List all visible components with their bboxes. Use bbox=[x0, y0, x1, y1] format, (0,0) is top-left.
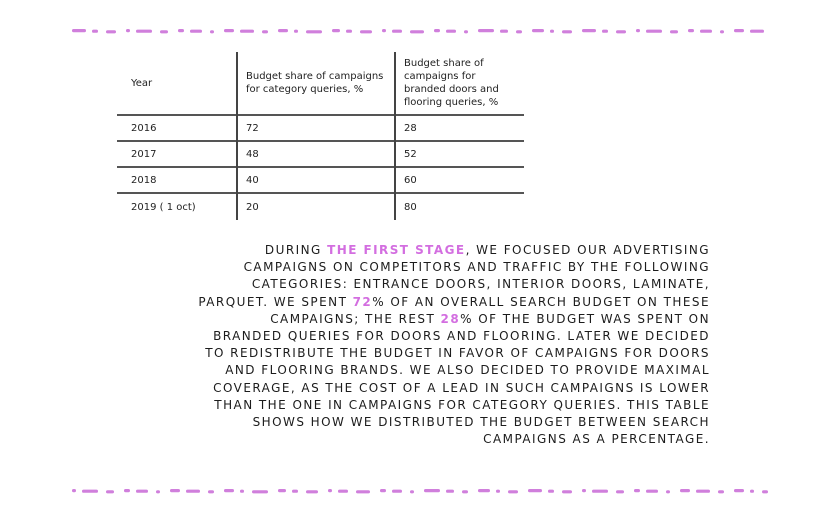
border-dash bbox=[696, 490, 710, 493]
border-dash bbox=[750, 490, 754, 493]
header-category-share: Budget share of campaigns for category queries, % bbox=[237, 52, 395, 115]
table-row bbox=[117, 141, 524, 167]
cell-year: 2016 bbox=[131, 122, 157, 134]
border-dash bbox=[496, 490, 500, 493]
cell-year: 2018 bbox=[131, 174, 157, 186]
border-dash bbox=[136, 490, 148, 493]
border-dash bbox=[224, 29, 234, 32]
cell-year: 2019 ( 1 oct) bbox=[131, 201, 196, 213]
border-dash bbox=[550, 30, 554, 33]
border-dash bbox=[434, 29, 440, 32]
border-dash bbox=[410, 490, 414, 493]
border-dash bbox=[734, 29, 744, 32]
border-dash bbox=[136, 30, 152, 33]
budget-share-table bbox=[117, 52, 524, 220]
table-row bbox=[117, 193, 524, 220]
border-dash bbox=[72, 489, 76, 492]
cell-year: 2017 bbox=[131, 148, 157, 160]
border-dash bbox=[292, 490, 298, 493]
border-dash bbox=[382, 29, 386, 32]
border-dash bbox=[646, 490, 658, 493]
border-dash bbox=[262, 30, 268, 33]
border-dash bbox=[306, 30, 322, 33]
border-dash bbox=[562, 30, 572, 33]
border-dash bbox=[602, 30, 608, 33]
cell-branded-share: 80 bbox=[395, 193, 524, 220]
header-branded-share: Budget share of campaigns for branded doors and flooring queries, % bbox=[395, 52, 524, 115]
border-dash bbox=[446, 30, 456, 33]
border-dash bbox=[160, 30, 168, 33]
border-dash bbox=[762, 490, 768, 493]
border-dash bbox=[294, 30, 298, 33]
border-dash bbox=[532, 29, 544, 32]
cell-category-share: 40 bbox=[237, 167, 395, 193]
table-header-row bbox=[117, 52, 524, 115]
table-row bbox=[117, 115, 524, 141]
table-row bbox=[117, 167, 524, 193]
border-dash bbox=[424, 489, 440, 492]
border-dash bbox=[356, 490, 370, 493]
highlight-first-stage: THE FIRST STAGE bbox=[327, 243, 466, 257]
border-dash bbox=[634, 489, 640, 492]
border-dash bbox=[186, 490, 200, 493]
border-dash bbox=[392, 490, 402, 493]
border-dash bbox=[156, 490, 160, 493]
border-dash bbox=[616, 490, 624, 493]
paragraph-text: % OF THE BUDGET WAS SPENT ON BRANDED QUERIES FOR DOORS AND FLOORING. LATER WE DECIDED TO REDISTRIBUTE THE BUDGET IN FAVOR OF CAMPAIGNS FOR DOORS AND FLOORING BRANDS. WE ALSO DECIDED TO PROVIDE MAXIMAL COVERAGE, AS THE COST OF A LEAD IN SUCH CAMPAIGNS IS LOWER THAN THE ONE IN CAMPAIGNS FOR CATEGORY QUERIES. THIS TABLE SHOWS HOW WE DISTRIBUTED THE BUDGET BETWEEN SEARCH CAMPAIGNS AS A PERCENTAGE. bbox=[205, 311, 710, 447]
border-dash bbox=[516, 30, 522, 33]
paragraph-text: , WE FOCUSED OUR ADVERTISING CAMPAIGNS ON COMPETITORS AND TRAFFIC BY THE FOLLOWING CATEGORIES: ENTRANCE DOORS, INTERIOR DOORS, LAMINATE, PARQUET. WE SPENT bbox=[198, 243, 710, 309]
border-dash bbox=[750, 30, 764, 33]
border-dash bbox=[252, 490, 268, 493]
border-dash bbox=[528, 489, 542, 492]
border-dash bbox=[240, 30, 254, 33]
border-dash bbox=[332, 29, 340, 32]
header-year: Year bbox=[131, 77, 153, 89]
border-dash bbox=[106, 30, 116, 33]
border-dash bbox=[380, 489, 386, 492]
cell-category-share: 20 bbox=[237, 193, 395, 220]
border-dash bbox=[700, 30, 712, 33]
border-dash bbox=[360, 30, 372, 33]
border-dash bbox=[500, 30, 508, 33]
border-dash bbox=[734, 489, 744, 492]
border-dash bbox=[548, 490, 554, 493]
cell-category-share: 48 bbox=[237, 141, 395, 167]
border-dash bbox=[306, 490, 318, 493]
border-dash bbox=[170, 489, 180, 492]
border-dash bbox=[592, 490, 608, 493]
border-dash bbox=[346, 30, 352, 33]
top-dashed-border bbox=[70, 26, 770, 36]
border-dash bbox=[646, 30, 662, 33]
cell-branded-share: 28 bbox=[395, 115, 524, 141]
border-dash bbox=[666, 490, 670, 493]
cell-branded-share: 52 bbox=[395, 141, 524, 167]
border-dash bbox=[240, 490, 244, 493]
border-dash bbox=[670, 30, 678, 33]
border-dash bbox=[82, 490, 98, 493]
border-dash bbox=[508, 490, 518, 493]
border-dash bbox=[410, 30, 424, 33]
border-dash bbox=[718, 490, 724, 493]
highlight-28-percent: 28 bbox=[440, 311, 461, 326]
border-dash bbox=[688, 29, 694, 32]
border-dash bbox=[582, 29, 596, 32]
border-dash bbox=[278, 29, 288, 32]
paragraph-text: DURING bbox=[264, 243, 328, 257]
border-dash bbox=[616, 30, 626, 33]
border-dash bbox=[720, 30, 724, 33]
border-dash bbox=[392, 30, 402, 33]
border-dash bbox=[92, 30, 98, 33]
bottom-dashed-border bbox=[70, 486, 770, 496]
border-dash bbox=[464, 30, 468, 33]
border-dash bbox=[210, 30, 214, 33]
border-dash bbox=[446, 490, 454, 493]
cell-branded-share: 60 bbox=[395, 167, 524, 193]
paragraph-text: % OF AN OVERALL SEARCH BUDGET ON THESE CAMPAIGNS; THE REST bbox=[270, 294, 710, 326]
border-dash bbox=[72, 29, 86, 32]
border-dash bbox=[208, 490, 214, 493]
border-dash bbox=[636, 29, 640, 32]
description-paragraph bbox=[198, 242, 710, 448]
border-dash bbox=[680, 489, 690, 492]
border-dash bbox=[190, 30, 202, 33]
border-dash bbox=[462, 490, 468, 493]
border-dash bbox=[328, 489, 332, 492]
border-dash bbox=[178, 29, 184, 32]
border-dash bbox=[126, 29, 130, 32]
border-dash bbox=[338, 490, 348, 493]
border-dash bbox=[224, 489, 234, 492]
border-dash bbox=[106, 490, 114, 493]
border-dash bbox=[478, 489, 490, 492]
border-dash bbox=[562, 490, 572, 493]
border-dash bbox=[582, 489, 586, 492]
border-dash bbox=[478, 29, 494, 32]
border-dash bbox=[278, 489, 286, 492]
border-dash bbox=[124, 489, 130, 492]
cell-category-share: 72 bbox=[237, 115, 395, 141]
highlight-72-percent: 72 bbox=[352, 294, 373, 309]
